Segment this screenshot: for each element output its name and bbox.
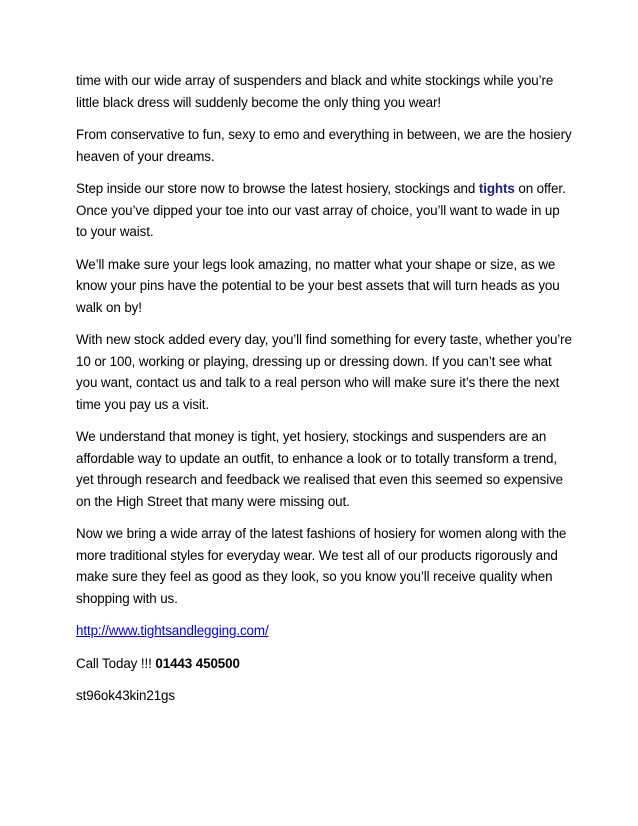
url-paragraph [76,620,572,642]
paragraph-new-stock: With new stock added every day, you’ll find something for every taste, whether you’re 10 or 100, working or playing, dressing up or dressing down. If you can’t see what you want, contact us and talk to a real person who will make sure it’s there the next time you pay us a visit. [76,332,572,412]
call-label: Call Today !!! [76,655,156,671]
reference-code: st96ok43kin21gs [76,688,176,703]
paragraph-suspenders: time with our wide array of suspenders and black and white stockings while you’re little black dress will suddenly become the only thing you wear! [76,73,554,110]
phone-number: 01443 450500 [155,655,240,671]
paragraph-legs: We’ll make sure your legs look amazing, no matter what your shape or size, as we know your pins have the potential to be your best assets that will turn heads as you walk on by! [76,256,560,315]
store-text-before: Step inside our store now to browse the latest hosiery, stockings and [76,181,479,196]
website-link[interactable]: http://www.tightsandlegging.com/ [76,623,269,638]
call-paragraph [76,653,572,675]
document-body [76,70,572,718]
paragraph-store [76,178,572,243]
paragraph-fashions: Now we bring a wide array of the latest fashions of hosiery for women along with the more traditional styles for everyday wear. We test all of our products rigorously and make sure they feel as good as they look, so you know you’ll receive quality when shopping with us. [76,526,567,606]
paragraph-hosiery-heaven: From conservative to fun, sexy to emo and everything in between, we are the hosiery heaven of your dreams. [76,127,572,164]
store-text-after: on offer. Once you’ve dipped your toe into our vast array of choice, you’ll want to wade in up to your waist. [76,181,566,239]
tights-keyword-link[interactable]: tights [478,181,515,196]
paragraph-money: We understand that money is tight, yet hosiery, stockings and suspenders are an affordable way to update an outfit, to enhance a look or to totally transform a trend, yet through research and feedback we realised that even this seemed so expensive on the High Street that many were missing out. [76,429,564,509]
